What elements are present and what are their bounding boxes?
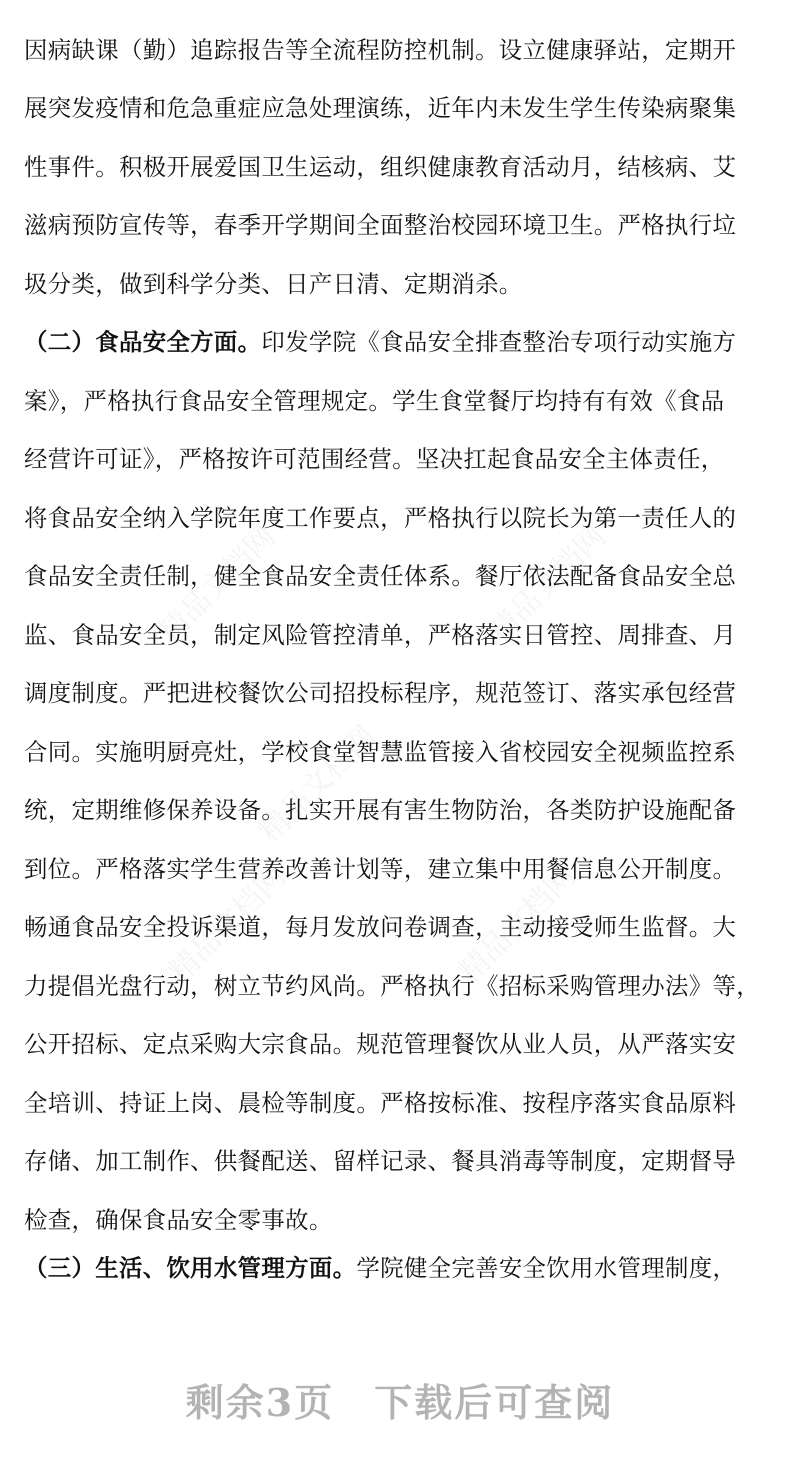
watermark-3: 精品文档网 bbox=[252, 719, 383, 850]
text-line: 滋病预防宣传等，春季开学期间全面整治校园环境卫生。严格执行垃 bbox=[24, 211, 737, 239]
text-line: 统，定期维修保养设备。扎实开展有害生物防治，各类防护设施配备 bbox=[24, 796, 737, 824]
remaining-pages-notice: 剩余3页 下载后可查阅 bbox=[185, 1380, 615, 1425]
text-line: 力提倡光盘行动，树立节约风尚。严格执行《招标采购管理办法》等， bbox=[24, 972, 760, 1000]
section-3-heading: （三）生活、饮用水管理方面。 bbox=[24, 1254, 357, 1282]
text-line: 监、食品安全员，制定风险管控清单，严格落实日管控、周排查、月 bbox=[24, 621, 737, 649]
watermark-4: 精品文档网 bbox=[162, 859, 293, 990]
text-line: 展突发疫情和危急重症应急处理演练，近年内未发生学生传染病聚集 bbox=[24, 94, 737, 122]
text-line: 检查，确保食品安全零事故。 bbox=[24, 1206, 333, 1234]
text-line: 公开招标、定点采购大宗食品。规范管理餐饮从业人员，从严落实安 bbox=[24, 1030, 737, 1058]
text-line: 案》，严格执行食品安全管理规定。学生食堂餐厅均持有有效《食品 bbox=[24, 387, 725, 415]
text-line: 到位。严格落实学生营养改善计划等，建立集中用餐信息公开制度。 bbox=[24, 855, 737, 883]
watermark-5: 精品文档网 bbox=[452, 859, 583, 990]
watermark-2: 精品文档网 bbox=[482, 519, 613, 650]
text-line: 调度制度。严把进校餐饮公司招投标程序，规范签订、落实承包经营 bbox=[24, 679, 737, 707]
text-line: 将食品安全纳入学院年度工作要点，严格执行以院长为第一责任人的 bbox=[24, 504, 737, 532]
text-line: 全培训、持证上岗、晨检等制度。严格按标准、按程序落实食品原料 bbox=[24, 1089, 737, 1117]
text-line: 畅通食品安全投诉渠道，每月发放问卷调查，主动接受师生监督。大 bbox=[24, 913, 737, 941]
text-line: 食品安全责任制，健全食品安全责任体系。餐厅依法配备食品安全总 bbox=[24, 562, 737, 590]
section-2-first-line bbox=[24, 322, 776, 362]
section-2-heading: （二）食品安全方面。 bbox=[24, 328, 262, 356]
text-line: 合同。实施明厨亮灶，学校食堂智慧监管接入省校园安全视频监控系 bbox=[24, 738, 737, 766]
section-2-first-line-text: 印发学院《食品安全排查整治专项行动实施方 bbox=[261, 328, 737, 356]
text-line: 圾分类，做到科学分类、日产日清、定期消杀。 bbox=[24, 270, 523, 298]
text-line: 存储、加工制作、供餐配送、留样记录、餐具消毒等制度，定期督导 bbox=[24, 1147, 737, 1175]
text-line: 因病缺课（勤）追踪报告等全流程防控机制。设立健康驿站，定期开 bbox=[24, 36, 737, 64]
text-line: 经营许可证》，严格按许可范围经营。坚决扛起食品安全主体责任， bbox=[24, 445, 725, 473]
watermark-1: 精品文档网 bbox=[152, 519, 283, 650]
text-line: 性事件。积极开展爱国卫生运动，组织健康教育活动月，结核病、艾 bbox=[24, 153, 737, 181]
section-3-first-line-text: 学院健全完善安全饮用水管理制度， bbox=[356, 1254, 737, 1282]
section-3-first-line bbox=[24, 1248, 776, 1288]
